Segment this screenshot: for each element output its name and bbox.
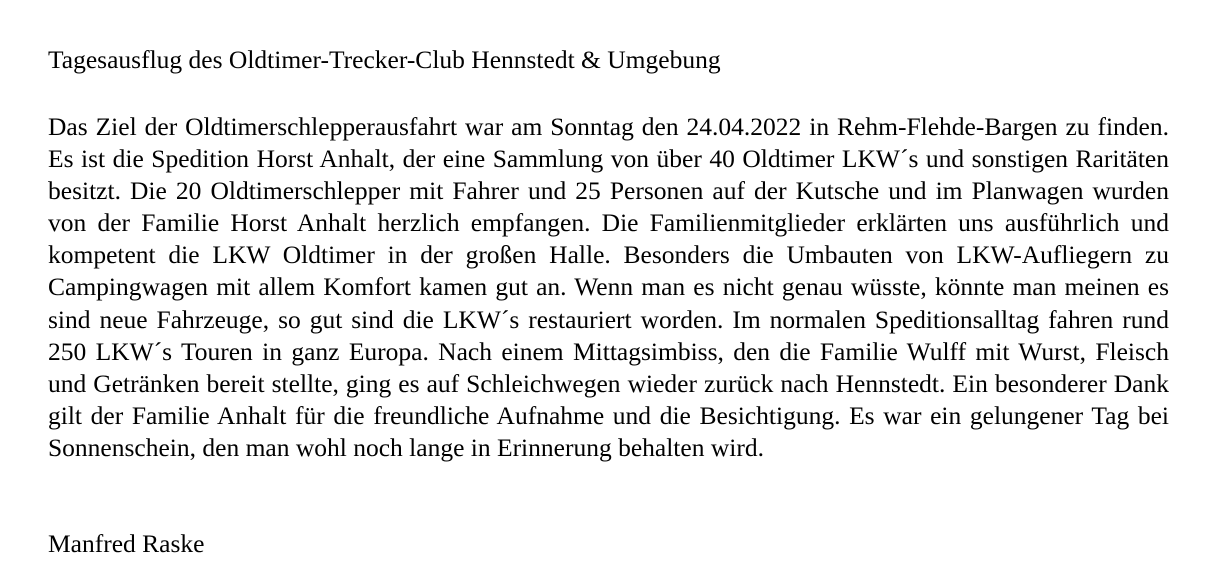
author-signature: Manfred Raske	[48, 529, 205, 558]
document-body-paragraph: Das Ziel der Oldtimerschlepperausfahrt war am Sonntag den 24.04.2022 in Rehm-Flehde-Bargen zu finden. Es ist die Spedition Horst Anhalt, der eine Sammlung von über 40 Oldtimer LKW´s und sonstigen Raritäten besitzt. Die 20 Oldtimerschlepper mit Fahrer und 25 Personen auf der Kutsche und im Planwagen wurden von der Familie Horst Anhalt herzlich empfangen. Die Familienmitglieder erklärten uns ausführlich und kompetent die LKW Oldtimer in der großen Halle. Besonders die Umbauten von LKW-Aufliegern zu Campingwagen mit allem Komfort kamen gut an. Wenn man es nicht genau wüsste, könnte man meinen es sind neue Fahrzeuge, so gut sind die LKW´s restauriert worden. Im normalen Speditionsalltag fahren rund 250 LKW´s Touren in ganz Europa. Nach einem Mittagsimbiss, den die Familie Wulff mit Wurst, Fleisch und Getränken bereit stellte, ging es auf Schleichwegen wieder zurück nach Hennstedt. Ein besonderer Dank gilt der Familie Anhalt für die freundliche Aufnahme und die Besichtigung. Es war ein gelungener Tag bei Sonnenschein, den man wohl noch lange in Erinnerung behalten wird.	[48, 112, 1169, 462]
document-title: Tagesausflug des Oldtimer-Trecker-Club Hennstedt & Umgebung	[48, 45, 721, 74]
